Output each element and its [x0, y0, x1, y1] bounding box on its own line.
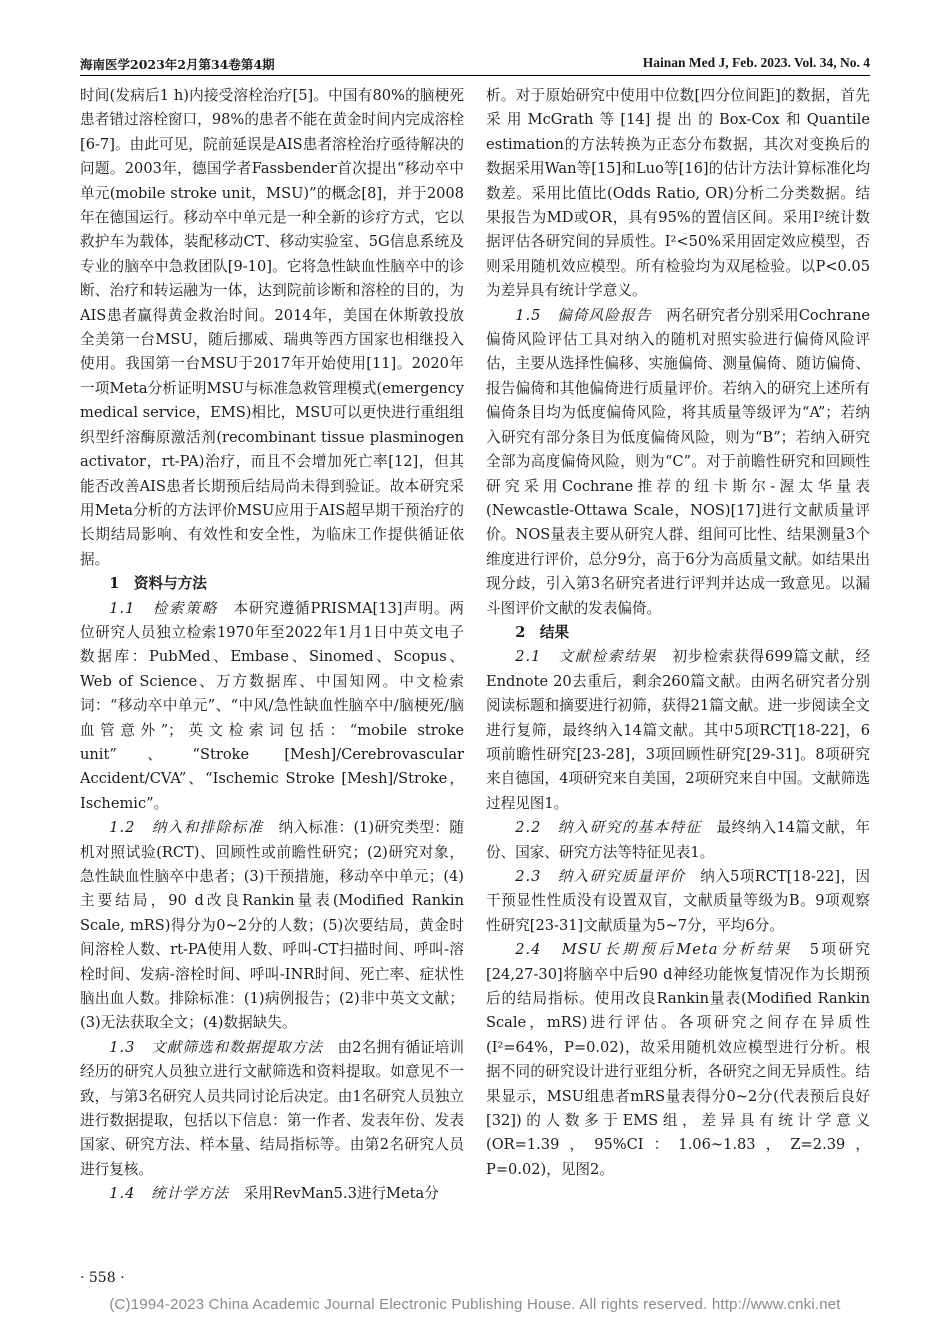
- section-1-4: [80, 1182, 464, 1206]
- intro-paragraph-continued: 时间(发病后1 h)内接受溶栓治疗[5]。中国有80%的脑梗死患者错过溶栓窗口，98%的患者不能在黄金时间内完成溶栓[6-7]。由此可见，院前延误是AIS患者溶栓治疗亟待解决的问题。2003年，德国学者Fassbender首次提出“移动卒中单元(mobile stroke unit，MSU)”的概念[8]，并于2008年在德国运行。移动卒中单元是一种全新的诊疗方式，它以救护车为载体，装配移动CT、移动实验室、5G信息系统及专业的脑卒中急救团队[9-10]。它将急性缺血性脑卒中的诊断、治疗和转运融为一体，达到院前诊断和溶栓的目的，为AIS患者赢得黄金救治时间。2014年，美国在休斯敦投放全美第一台MSU，随后挪威、瑞典等西方国家也相继投入使用。我国第一台MSU于2017年开始使用[11]。2020年一项Meta分析证明MSU与标准急救管理模式(emergency medical service，EMS)相比，MSU可以更快进行重组组织型纤溶酶原激活剂(recombinant tissue plasminogen activator，rt-PA)治疗，而且不会增加死亡率[12]，但其能否改善AIS患者长期预后结局尚未得到验证。故本研究采用Meta分析的方法评价MSU应用于AIS超早期干预治疗的长期结局影响、有效性和安全性，为临床工作提供循证依据。: [80, 87, 464, 568]
- subsection-title: 1.5 偏倚风险报告: [515, 306, 652, 324]
- copyright-footer: (C)1994-2023 China Academic Journal Electronic Publishing House. All rights reserved. http://www.cnki.net: [109, 1296, 841, 1313]
- subsection-title: 1.4 统计学方法: [109, 1185, 229, 1203]
- subsection-title: 1.3 文献筛选和数据提取方法: [109, 1038, 324, 1056]
- journal-header-chinese: 海南医学2023年2月第34卷第4期: [80, 57, 275, 72]
- subsection-text: 最终纳入14篇文献，年份、国家、研究方法等特征见表1。: [486, 819, 870, 861]
- section-heading-results: 2 结果: [515, 623, 570, 641]
- subsection-text: 纳入5项RCT[18-22]，因干预显性性质没有设置双盲，文献质量等级为B。9项观察性研究[23-31]文献质量为5~7分，平均6分。: [486, 868, 870, 934]
- subsection-title: 2.3 纳入研究质量评价: [515, 868, 686, 885]
- left-column: [80, 84, 464, 1207]
- subsection-title: 2.4 MSU长期预后Meta分析结果: [515, 941, 793, 959]
- right-column: [486, 84, 870, 1182]
- section-2-2: [486, 816, 870, 865]
- subsection-text: 本研究遵循PRISMA[13]声明。两位研究人员独立检索1970年至2022年1月1日中英文电子数据库：PubMed、Embase、Sinomed、Scopus、Web of Science、万方数据库、中国知网。中文检索词：“移动卒中单元”、“中风/急性缺血性脑卒中/脑梗死/脑血管意外”；英文检索词包括：“mobile stroke unit”、“Stroke [Mesh]/Cerebrovascular Accident/CVA”、“Ischemic Stroke [Mesh]/Stroke，Ischemic”。: [80, 599, 464, 812]
- page-number: · 558 ·: [80, 1270, 125, 1286]
- subsection-title: 1.1 检索策略: [109, 599, 219, 617]
- journal-header-english: Hainan Med J, Feb. 2023. Vol. 34, No. 4: [642, 55, 870, 70]
- subsection-text: 采用RevMan5.3进行Meta分: [228, 1185, 439, 1203]
- subsection-text: 初步检索获得699篇文献，经Endnote 20去重后，剩余260篇文献。由两名研究者分别阅读标题和摘要进行初筛，获得21篇文献。进一步阅读全文进行复筛，最终纳入14篇文献。其中5项RCT[18-22]，6项前瞻性研究[23-28]，3项回顾性研究[29-31]。8项研究来自德国，4项研究来自美国，2项研究来自中国。文献筛选过程见图1。: [486, 648, 870, 812]
- subsection-text: 纳入标准：(1)研究类型：随机对照试验(RCT)、回顾性或前瞻性研究；(2)研究对象，急性缺血性脑卒中患者；(3)干预措施，移动卒中单元；(4)主要结局，90 d改良Rankin量表(Modified Rankin Scale, mRS)得分为0~2分的人数；(5)次要结局，黄金时间溶栓人数、rt-PA使用人数、呼叫-CT扫描时间、呼叫-溶栓时间、发病-溶栓时间、呼叫-INR时间、死亡率、症状性脑出血人数。排除标准：(1)病例报告；(2)非中英文文献；(3)无法获取全文；(4)数据缺失。: [80, 819, 464, 1032]
- section-1-2: [80, 816, 464, 1036]
- section-heading-methods: 1 资料与方法: [109, 575, 207, 593]
- subsection-text: 5项研究[24,27-30]将脑卒中后90 d神经功能恢复情况作为长期预后的结局指标。使用改良Rankin量表(Modified Rankin Scale，mRS)进行评估。各项研究之间存在异质性(I²=64%，P=0.02)，故采用随机效应模型进行分析。根据不同的研究设计进行亚组分析，各研究之间无异质性。结果显示，MSU组患者mRS量表得分0~2分(代表预后良好[32])的人数多于EMS组，差异具有统计学意义(OR=1.39，95%CI：1.06~1.83，Z=2.39，P=0.02)，见图2。: [486, 941, 870, 1178]
- subsection-text: 两名研究者分别采用Cochrane偏倚风险评估工具对纳入的随机对照实验进行偏倚风险评估，主要从选择性偏移、实施偏倚、测量偏倚、随访偏倚、报告偏倚和其他偏倚进行质量评价。若纳入的研究上述所有偏倚条目均为低度偏倚风险，将其质量等级评为“A”；若纳入研究有部分条目为低度偏倚风险，则为“B”；若纳入研究全部为高度偏倚风险，则为“C”。对于前瞻性研究和回顾性研究采用Cochrane推荐的纽卡斯尔-渥太华量表(Newcastle-Ottawa Scale，NOS)[17]进行文献质量评价。NOS量表主要从研究人群、组间可比性、结果测量3个维度进行评价，总分9分，高于6分为高质量文献。如结果出现分歧，引入第3名研究者进行评判并达成一致意见。以漏斗图评价文献的发表偏倚。: [486, 306, 870, 617]
- section-1-1: [80, 597, 464, 817]
- subsection-title: 1.2 纳入和排除标准: [109, 819, 264, 837]
- section-2-1: [486, 645, 870, 816]
- subsection-title: 2.2 纳入研究的基本特征: [515, 819, 702, 837]
- subsection-text: 由2名拥有循证培训经历的研究人员独立进行文献筛选和资料提取。如意见不一致，与第3名研究人员共同讨论后决定。由1名研究人员独立进行数据提取，包括以下信息：第一作者、发表年份、发表国家、研究方法、样本量、结局指标等。由第2名研究人员进行复核。: [80, 1038, 464, 1178]
- running-header: [80, 52, 870, 74]
- header-rule: [80, 75, 870, 76]
- section-2-3: [486, 865, 870, 938]
- section-1-3: [80, 1036, 464, 1182]
- section-2-4: [486, 938, 870, 1182]
- section-1-5: [486, 304, 870, 621]
- statistics-paragraph-continued: 析。对于原始研究中使用中位数[四分位间距]的数据，首先采用McGrath等[14]提出的Box-Cox和Quantile estimation的方法转换为正态分布数据，其次对变换后的数据采用Wan等[15]和Luo等[16]的估计方法计算标准化均数差。采用比值比(Odds Ratio, OR)分析二分类数据。结果报告为MD或OR，具有95%的置信区间。采用I²统计数据评估各研究间的异质性。I²<50%采用固定效应模型，否则采用随机效应模型。所有检验均为双尾检验。以P<0.05为差异具有统计学意义。: [486, 87, 870, 300]
- subsection-title: 2.1 文献检索结果: [515, 648, 658, 666]
